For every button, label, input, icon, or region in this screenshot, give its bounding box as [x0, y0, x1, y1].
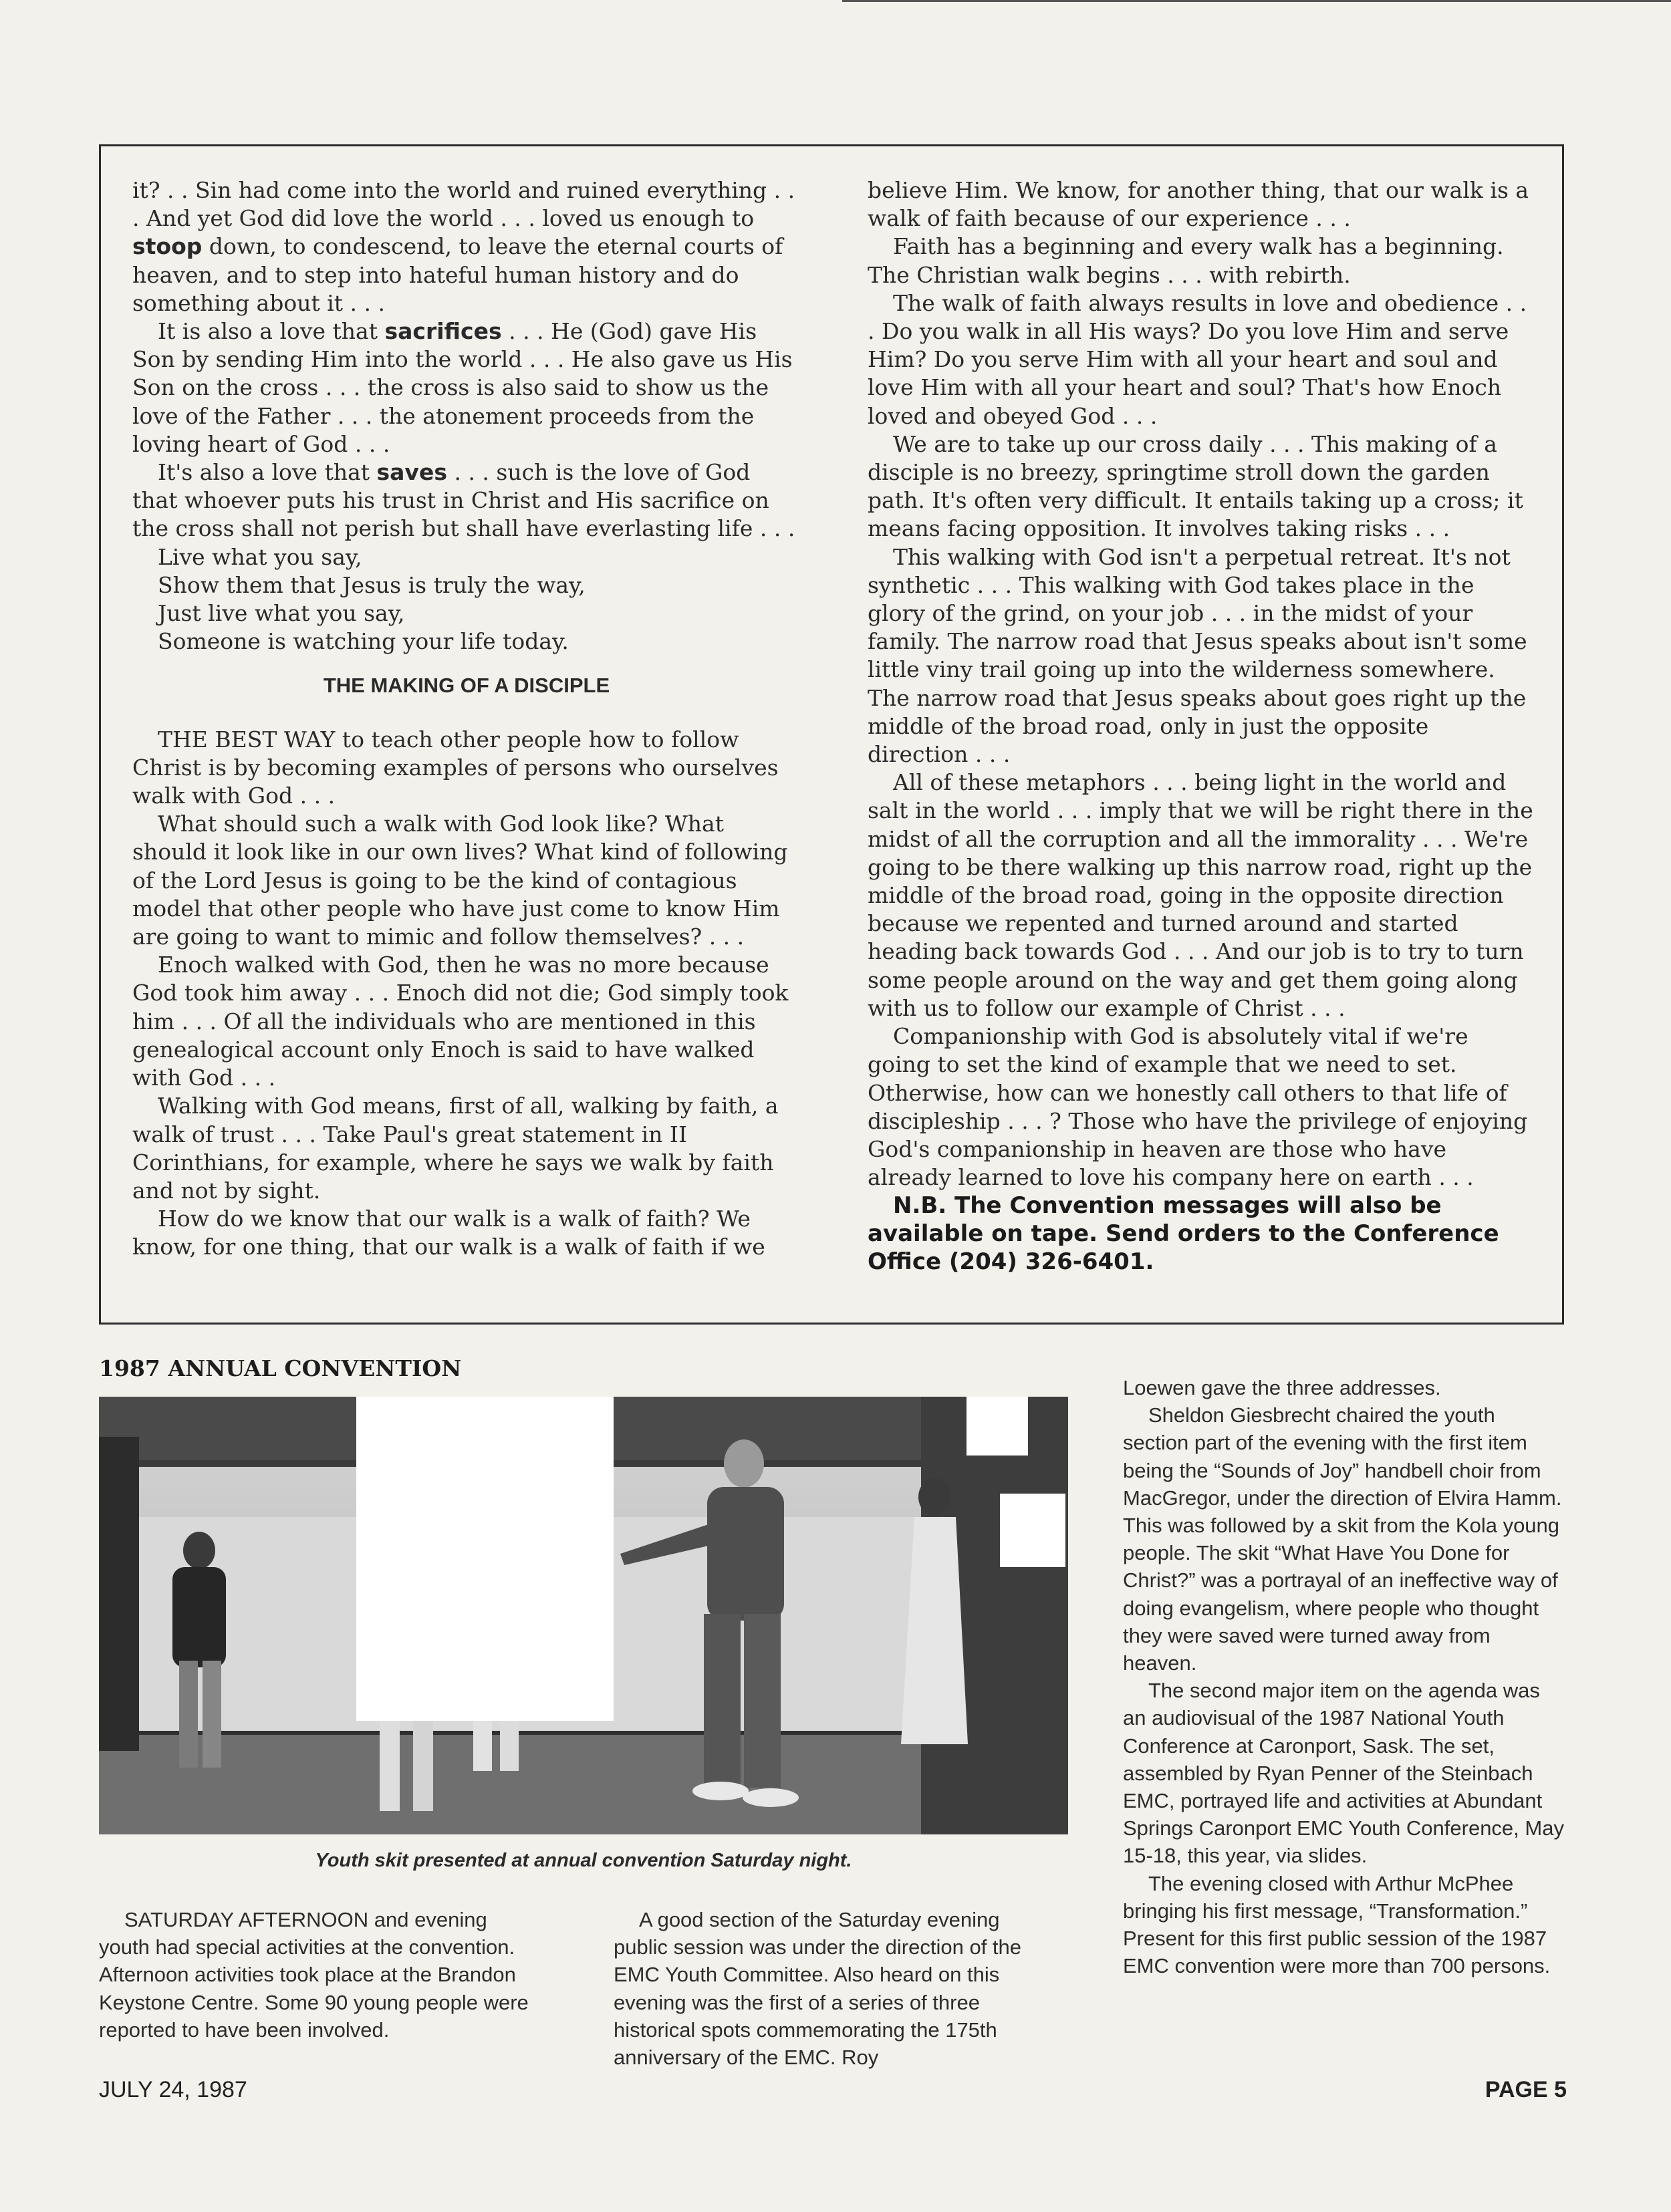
paragraph: Walking with God means, first of all, walking by faith, a walk of trust . . . Take Paul's great statement in II Corinthians, for example, where he says we walk by faith and not by sight.: [132, 1093, 779, 1204]
paragraph: The second major item on the agenda was an audiovisual of the 1987 National Youth Conference at Caronport, Sask. The set, assembled by Ryan Penner of the Steinbach EMC, portrayed life and activities at Abundant Springs Caronport EMC Youth Conference, May 15-18, this year, via slides.: [1123, 1679, 1564, 1868]
youth-skit-photo: [99, 1397, 1068, 1834]
paragraph: This walking with God isn't a perpetual retreat. It's not synthetic . . . This walking with God takes place in the glory of the grind, on your job . . . in the midst of your family. The narrow road that Jesus speaks about isn't some little viny trail going up into the wilderness somewhere. The narrow road that Jesus speaks about goes right up the middle of the broad road, only in just the opposite direction . . .: [868, 543, 1527, 768]
paragraph: It's also a love that saves . . . such is the love of God that whoever puts his trust in Christ and His sacrifice on the cross shall not perish but shall have everlasting life . . .: [132, 459, 795, 542]
photo-caption: Youth skit presented at annual convention Saturday night.: [315, 1850, 852, 1871]
article-column-2: [868, 176, 1536, 1276]
paragraph: What should such a walk with God look like? What should it look like in our own lives? What kind of following of the Lord Jesus is going to be the kind of contagious model that other people who have just come to know Him are going to want to mimic and follow themselves? . . .: [132, 811, 788, 950]
paragraph: We are to take up our cross daily . . . This making of a disciple is no breezy, springtime stroll down the garden path. It's often very difficult. It entails taking up a cross; it means facing opposition. It involves taking risks . . .: [868, 430, 1523, 542]
paragraph: Enoch walked with God, then he was no more because God took him away . . . Enoch did not die; God simply took him . . . Of all the individuals who are mentioned in this genealogical account only Enoch is said to have walked with God . . .: [132, 952, 789, 1091]
poem-line: Live what you say,: [158, 543, 362, 570]
article-column-1: [132, 176, 801, 1262]
photo-illustration: [99, 1397, 1068, 1834]
issue-date: JULY 24, 1987: [99, 2077, 247, 2102]
tape-order-note: N.B. The Convention messages will also be available on tape. Send orders to the Conference Office (204) 326-6401.: [868, 1192, 1499, 1276]
paragraph: THE BEST WAY to teach other people how to follow Christ is by becoming examples of persons who ourselves walk with God . . .: [132, 726, 779, 809]
convention-column-3: [1123, 1374, 1564, 1979]
page-number: PAGE 5: [1485, 2077, 1567, 2102]
paragraph: The walk of faith always results in love and obedience . . . Do you walk in all His ways? Do you love Him and serve Him? Do you serve Him with all your heart and soul and love Him with all your heart and soul? That's how Enoch loved and obeyed God . . .: [868, 289, 1527, 429]
convention-column-1: [99, 1906, 543, 2044]
poem-line: Someone is watching your life today.: [158, 628, 569, 655]
paragraph: Sheldon Giesbrecht chaired the youth section part of the evening with the first item being the “Sounds of Joy” handbell choir from MacGregor, under the direction of Elvira Hamm. This was followed by a skit from the Kola young people. The skit “What Have You Done for Christ?” was a portrayal of an ineffective way of doing evangelism, where people who thought they were saved were turned away from heaven.: [1123, 1403, 1562, 1675]
paragraph: How do we know that our walk is a walk of faith? We know, for one thing, that our walk is a walk of faith if we: [132, 1206, 765, 1260]
paragraph: It is also a love that sacrifices . . . He (God) gave His Son by sending Him into the world . . . He also gave us His Son on the cross . . . the cross is also said to show us the love of the Father . . . the atonement proceeds from the loving heart of God . . .: [132, 318, 793, 457]
paragraph: All of these metaphors . . . being light in the world and salt in the world . . . imply that we will be right there in the midst of all the corruption and all the immorality . . . We're going to be there walking up this narrow road, right up the middle of the broad road, going in the opposite direction because we repented and turned around and started heading back towards God . . . And our job is to try to turn some people around on the way and get them going along with us to follow our example of Christ . . .: [868, 769, 1533, 1021]
paragraph: A good section of the Saturday evening public session was under the direction of the EMC Youth Committee. Also heard on this evening was the first of a series of three historical spots commemorating the 175th anniversary of the EMC. Roy: [614, 1908, 1022, 2070]
convention-heading: 1987 ANNUAL CONVENTION: [99, 1355, 462, 1381]
paragraph: Faith has a beginning and every walk has a beginning. The Christian walk begins . . . with rebirth.: [868, 233, 1504, 288]
paragraph: it? . . Sin had come into the world and ruined everything . . . And yet God did love the world . . . loved us enough to stoop down, to condescend, to leave the eternal courts of heaven, and to step into hateful human history and do something about it . . .: [132, 177, 795, 316]
poem-line: Show them that Jesus is truly the way,: [158, 571, 586, 598]
poem: [132, 543, 801, 656]
paragraph: believe Him. We know, for another thing, that our walk is a walk of faith because of our experience . . .: [868, 177, 1529, 232]
paragraph: The evening closed with Arthur McPhee bringing his first message, “Transformation.” Present for this first public session of the 1987 EMC convention were more than 700 persons.: [1123, 1871, 1551, 1978]
convention-column-2: [614, 1906, 1048, 2071]
top-rule: [842, 0, 1671, 2]
paragraph: SATURDAY AFTERNOON and evening youth had special activities at the convention. Afternoon activities took place at the Brandon Keystone Centre. Some 90 young people were reported to have been involved.: [99, 1908, 529, 2042]
paragraph: Loewen gave the three addresses.: [1123, 1376, 1441, 1399]
section-heading: THE MAKING OF A DISCIPLE: [323, 674, 610, 698]
poem-line: Just live what you say,: [158, 600, 405, 627]
paragraph: Companionship with God is absolutely vital if we're going to set the kind of example that we need to set. Otherwise, how can we honestly call others to that life of discipleship . . . ? Those who have the privilege of enjoying God's companionship in heaven are those who have already learned to love his company here on earth . . .: [868, 1023, 1528, 1191]
